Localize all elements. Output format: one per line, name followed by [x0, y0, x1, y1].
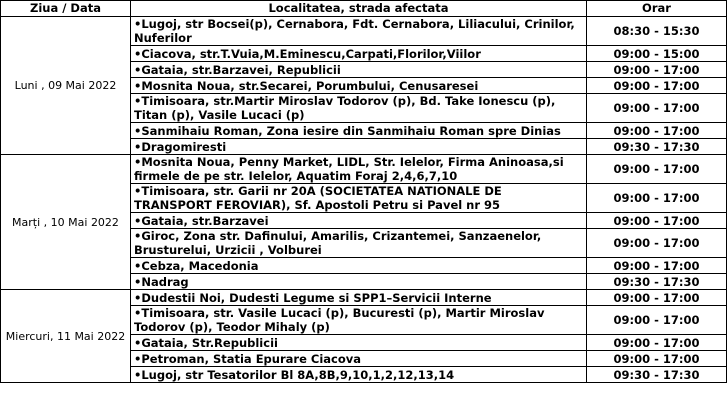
location-cell: •Mosnita Noua, str.Secarei, Porumbului, Cenusaresei — [131, 78, 587, 94]
location-cell: •Ciacova, str.T.Vuia,M.Eminescu,Carpati,Florilor,Viilor — [131, 46, 587, 62]
table-row — [1, 290, 727, 306]
table-row — [1, 155, 727, 184]
location-cell: •Timisoara, str.Martir Miroslav Todorov (p), Bd. Take Ionescu (p), Titan (p), Vasile Lucaci (p) — [131, 94, 587, 123]
hours-cell: 09:00 - 17:00 — [587, 335, 727, 351]
hours-cell: 09:00 - 17:00 — [587, 213, 727, 229]
hours-cell: 09:00 - 17:00 — [587, 306, 727, 335]
header-row — [1, 1, 727, 17]
hours-cell: 09:00 - 17:00 — [587, 155, 727, 184]
column-header-location: Localitatea, strada afectata — [131, 1, 587, 17]
hours-cell: 09:00 - 17:00 — [587, 290, 727, 306]
hours-cell: 09:00 - 17:00 — [587, 62, 727, 78]
location-cell: •Timisoara, str. Vasile Lucaci (p), Bucuresti (p), Martir Miroslav Todorov (p), Teodor Mihaly (p) — [131, 306, 587, 335]
hours-cell: 09:00 - 15:00 — [587, 46, 727, 62]
location-cell: •Cebza, Macedonia — [131, 258, 587, 274]
hours-cell: 09:00 - 17:00 — [587, 94, 727, 123]
location-cell: •Lugoj, str Bocsei(p), Cernabora, Fdt. Cernabora, Liliacului, Crinilor, Nuferilor — [131, 17, 587, 46]
location-cell: •Giroc, Zona str. Dafinului, Amarilis, Crizantemei, Sanzaenelor, Brusturelui, Urzicii , Volburei — [131, 229, 587, 258]
day-cell-monday: Luni , 09 Mai 2022 — [1, 17, 131, 155]
location-cell: •Mosnita Noua, Penny Market, LIDL, Str. Ielelor, Firma Aninoasa,si firmele de pe str. Ielelor, Aquatim Foraj 2,4,6,7,10 — [131, 155, 587, 184]
day-cell-tuesday: Marți , 10 Mai 2022 — [1, 155, 131, 290]
location-cell: •Gataia, str.Barzavei, Republicii — [131, 62, 587, 78]
location-cell: •Dragomiresti — [131, 139, 587, 155]
hours-cell: 09:30 - 17:30 — [587, 139, 727, 155]
hours-cell: 09:00 - 17:00 — [587, 258, 727, 274]
hours-cell: 09:00 - 17:00 — [587, 184, 727, 213]
hours-cell: 08:30 - 15:30 — [587, 17, 727, 46]
location-cell: •Sanmihaiu Roman, Zona iesire din Sanmihaiu Roman spre Dinias — [131, 123, 587, 139]
hours-cell: 09:00 - 17:00 — [587, 229, 727, 258]
location-cell: •Petroman, Statia Epurare Ciacova — [131, 351, 587, 367]
location-cell: •Gataia, str.Barzavei — [131, 213, 587, 229]
column-header-hours: Orar — [587, 1, 727, 17]
hours-cell: 09:00 - 17:00 — [587, 351, 727, 367]
table-row — [1, 17, 727, 46]
hours-cell: 09:30 - 17:30 — [587, 274, 727, 290]
location-cell: •Gataia, Str.Republicii — [131, 335, 587, 351]
hours-cell: 09:30 - 17:30 — [587, 367, 727, 383]
hours-cell: 09:00 - 17:00 — [587, 123, 727, 139]
hours-cell: 09:00 - 17:00 — [587, 78, 727, 94]
location-cell: •Nadrag — [131, 274, 587, 290]
column-header-day: Ziua / Data — [1, 1, 131, 17]
location-cell: •Dudestii Noi, Dudesti Legume si SPP1–Servicii Interne — [131, 290, 587, 306]
location-cell: •Lugoj, str Tesatorilor Bl 8A,8B,9,10,1,2,12,13,14 — [131, 367, 587, 383]
day-cell-wednesday: Miercuri, 11 Mai 2022 — [1, 290, 131, 383]
location-cell: •Timisoara, str. Garii nr 20A (SOCIETATEA NATIONALE DE TRANSPORT FEROVIAR), Sf. Apostoli Petru si Pavel nr 95 — [131, 184, 587, 213]
